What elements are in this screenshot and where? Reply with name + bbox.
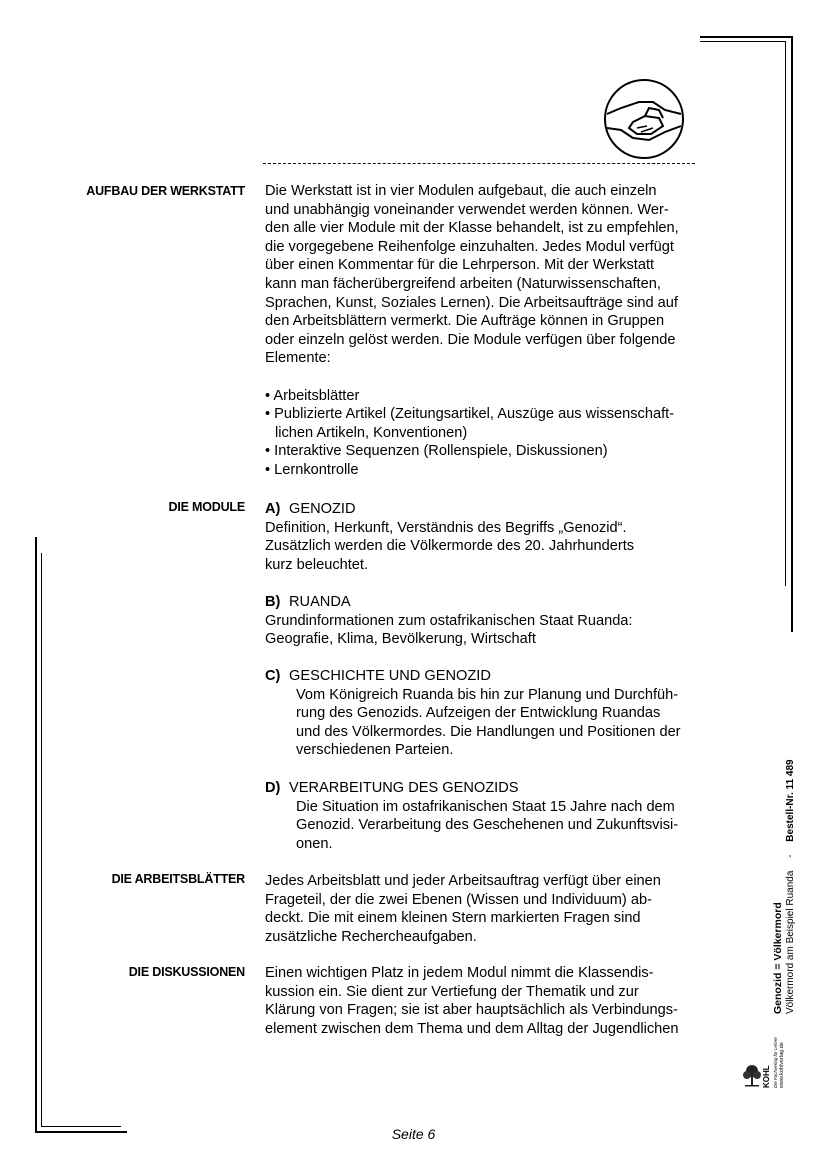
frame-top-right-horizontal-outer	[700, 36, 792, 38]
text-line: Elemente:	[265, 350, 331, 367]
publisher-url	[779, 1042, 785, 1088]
text-line: Genozid. Verarbeitung des Geschehenen und Zukunftsvisi-	[296, 817, 679, 834]
module-heading	[265, 779, 705, 798]
frame-left-vertical-outer	[35, 537, 37, 1133]
text-line: Vom Königreich Ruanda bis hin zur Planung und Durchfüh-	[296, 686, 679, 703]
publisher-tagline	[773, 1037, 778, 1088]
diskussionen-text	[265, 964, 705, 1038]
module-title: GESCHICHTE UND GENOZID	[289, 668, 491, 684]
label-arbeitsblaetter: DIE ARBEITSBLÄTTER	[111, 872, 245, 886]
frame-left-vertical-inner	[41, 553, 42, 1127]
list-item: • Arbeitsblätter	[265, 387, 705, 406]
handshake-icon	[603, 78, 685, 160]
module-c	[265, 667, 705, 760]
label-aufbau: AUFBAU DER WERKSTATT	[86, 184, 245, 198]
arbeitsblaetter-text	[265, 872, 705, 946]
module-letter: A)	[265, 501, 281, 517]
spacer	[265, 368, 705, 387]
kohl-tree-logo	[742, 1062, 762, 1088]
order-number: Bestell-Nr. 11 489	[785, 759, 796, 842]
text-line: über einen Kommentar für die Lehrperson. Mit der Werkstatt	[265, 257, 655, 274]
text-line: onen.	[296, 835, 333, 852]
text-line: Geografie, Klima, Bevölkerung, Wirtschaft	[265, 631, 536, 648]
module-b	[265, 593, 705, 649]
text-line: element zwischen dem Thema und dem Alltag der Jugendlichen	[265, 1020, 679, 1037]
list-item-text: Publizierte Artikel (Zeitungsartikel, Auszüge aus wissenschaft- lichen Artikeln, Konventionen)	[274, 406, 675, 441]
text-line: kurz beleuchtet.	[265, 556, 369, 573]
section-divider	[263, 163, 695, 164]
list-item: • Lernkontrolle	[265, 461, 705, 480]
text-line: kann man fächerübergreifend arbeiten (Naturwissenschaften,	[265, 275, 661, 292]
page-number: Seite 6	[391, 1126, 436, 1142]
element-list	[265, 387, 705, 480]
list-item	[265, 405, 705, 442]
text-line: deckt. Die mit einem kleinen Stern markierten Fragen sind	[265, 910, 641, 927]
module-title: RUANDA	[289, 594, 351, 610]
text-line: und unabhängig voneinander verwendet werden können. Wer-	[265, 201, 669, 218]
publisher-name	[762, 1065, 771, 1088]
publisher-tagline-text: Die Fachverlag für Lehrer	[773, 1036, 778, 1088]
module-letter: D)	[265, 780, 281, 796]
sidebar-subtitle-line	[785, 759, 796, 1014]
module-heading	[265, 667, 705, 686]
text-line: Definition, Herkunft, Verständnis des Begriffs „Genozid“.	[265, 519, 627, 536]
text-line: verschiedenen Parteien.	[296, 742, 454, 759]
module-d	[265, 779, 705, 853]
text-line: die vorgegebene Reihenfolge einzuhalten. Jedes Modul verfügt	[265, 238, 674, 255]
publisher-name-text: KOHL	[762, 1065, 771, 1088]
text-line: und des Völkermordes. Die Handlungen und Positionen der	[296, 723, 681, 740]
list-item: • Interaktive Sequenzen (Rollenspiele, Diskussionen)	[265, 442, 705, 461]
text-line: Einen wichtigen Platz in jedem Modul nimmt die Klassendis-	[265, 965, 654, 981]
text-line: Grundinformationen zum ostafrikanischen Staat Ruanda:	[265, 612, 633, 629]
module-a	[265, 500, 705, 574]
label-module: DIE MODULE	[168, 500, 245, 514]
text-line: Jedes Arbeitsblatt und jeder Arbeitsauftrag verfügt über einen	[265, 873, 661, 889]
sidebar-title-text: Genozid = Völkermord	[772, 902, 784, 1014]
aufbau-text	[265, 182, 705, 480]
text-line: den Arbeitsblättern vermerkt. Die Aufträge können in Gruppen	[265, 313, 665, 330]
publisher-url-text: www.kohlverlag.de	[779, 1042, 785, 1088]
sidebar-subtitle: Völkermord am Beispiel Ruanda	[785, 870, 796, 1014]
text-line: Zusätzlich werden die Völkermorde des 20. Jahrhunderts	[265, 538, 635, 555]
text-line: rung des Genozids. Aufzeigen der Entwicklung Ruandas	[296, 705, 661, 722]
module-title: VERARBEITUNG DES GENOZIDS	[289, 780, 519, 796]
frame-right-vertical-outer	[791, 36, 793, 632]
text-line: den alle vier Module mit der Klasse behandelt, ist zu empfehlen,	[265, 220, 679, 237]
text-line: Klärung von Fragen; sie ist aber hauptsächlich als Verbindungs-	[265, 1002, 678, 1019]
text-line: zusätzliche Rechercheaufgaben.	[265, 928, 477, 945]
sidebar-separator: -	[785, 854, 796, 858]
module-heading	[265, 593, 705, 612]
module-heading	[265, 500, 705, 519]
text-line: kussion ein. Sie dient zur Vertiefung der Thematik und zur	[265, 983, 639, 1000]
module-letter: B)	[265, 594, 281, 610]
label-diskussionen: DIE DISKUSSIONEN	[128, 965, 245, 979]
frame-right-vertical-inner	[785, 41, 786, 586]
sidebar-title	[772, 902, 784, 1014]
module-title: GENOZID	[289, 501, 356, 517]
module-letter: C)	[265, 668, 281, 684]
text-line: Die Situation im ostafrikanischen Staat 15 Jahre nach dem	[296, 798, 675, 815]
text-line: Frageteil, der die zwei Ebenen (Wissen und Individuum) ab-	[265, 891, 652, 908]
text-line: oder einzeln gelöst werden. Die Module verfügen über folgende	[265, 331, 676, 348]
text-line: Die Werkstatt ist in vier Modulen aufgebaut, die auch einzeln	[265, 183, 657, 199]
text-line: Sprachen, Kunst, Soziales Lernen). Die Arbeitsaufträge sind auf	[265, 294, 678, 311]
frame-top-right-horizontal-inner	[700, 41, 786, 42]
